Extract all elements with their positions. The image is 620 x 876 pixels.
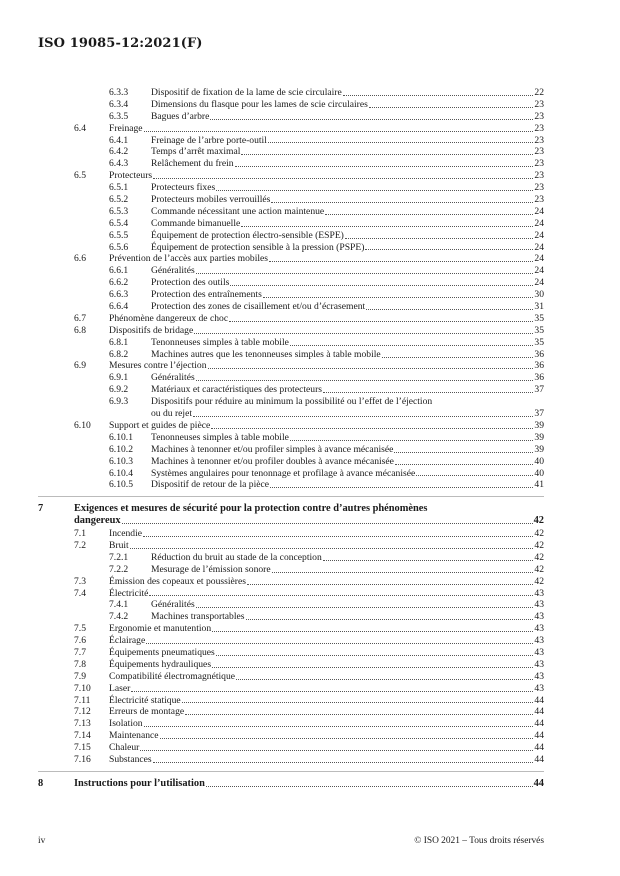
toc-entry-title: Généralités [151, 372, 195, 384]
toc-entry-number: 6.5 [74, 170, 86, 182]
toc-entry-number: 7.11 [74, 694, 91, 706]
toc-entry-title: Dispositif de retour de la pièce [151, 479, 270, 491]
toc-entry-number: 7.10 [74, 682, 91, 694]
toc-entry-number: 6.3.4 [109, 98, 129, 110]
toc-entry-page: 43 [534, 611, 544, 623]
dot-leader [193, 415, 533, 417]
toc-entry-page: 44 [534, 694, 544, 706]
toc-entry[interactable] [0, 123, 620, 135]
toc-entry-title: Isolation [109, 718, 143, 730]
toc-entry-page: 43 [534, 623, 544, 635]
toc-entry-number: 6.8.2 [109, 348, 129, 360]
toc-entry-title: Machines à tenonner et/ou profiler doubles à avance mécanisée [151, 455, 394, 467]
toc-entry-title: Équipement de protection électro-sensible (ESPE) [151, 229, 344, 241]
document-header-id: ISO 19085-12:2021(F) [38, 36, 203, 51]
dot-leader [272, 571, 534, 573]
toc-entry-number: 7.2.1 [109, 551, 129, 563]
toc-entry-title: Protection des outils [151, 277, 230, 289]
dot-leader [263, 296, 534, 298]
dot-leader [270, 486, 533, 488]
toc-entry-number: 6.10.1 [109, 431, 133, 443]
toc-entry-number: 6.5.5 [109, 229, 129, 241]
toc-entry-title: Freinage de l’arbre porte-outil [151, 134, 267, 146]
toc-entry-number: 7.7 [74, 646, 86, 658]
toc-entry[interactable] [0, 253, 620, 265]
toc-entry-title: Mesurage de l’émission sonore [151, 563, 271, 575]
toc-entry-number: 6.5.1 [109, 182, 129, 194]
dot-leader [196, 272, 534, 274]
toc-entry-title: Équipement de protection sensible à la pression (PSPE) [151, 241, 365, 253]
toc-entry-title: Erreurs de montage [109, 706, 185, 718]
dot-leader [366, 308, 533, 310]
toc-entry-number: 6.5.4 [109, 217, 129, 229]
dot-leader [130, 547, 534, 549]
dot-leader [235, 165, 534, 167]
toc-entry[interactable] [0, 564, 620, 576]
toc-entry-number: 7.6 [74, 635, 86, 647]
dot-leader [323, 391, 533, 393]
toc-entry-page: 42 [534, 551, 544, 563]
toc-entry[interactable] [0, 135, 620, 147]
dot-leader [323, 559, 534, 561]
toc-entry-page: 24 [534, 241, 544, 253]
dot-leader [131, 690, 533, 692]
dot-leader [144, 725, 534, 727]
toc-entry[interactable] [0, 384, 620, 396]
toc-entry[interactable] [0, 158, 620, 170]
toc-entry-page: 44 [533, 777, 544, 789]
toc-entry-page: 23 [534, 170, 544, 182]
toc-entry-page: 42 [534, 563, 544, 575]
dot-leader [268, 141, 534, 143]
toc-entry[interactable] [0, 325, 620, 337]
toc-entry[interactable] [0, 265, 620, 277]
dot-leader [241, 225, 533, 227]
toc-entry-title: Prévention de l’accès aux parties mobiles [109, 253, 269, 265]
toc-entry-number: 6.7 [74, 312, 86, 324]
toc-entry-number: 6.6.3 [109, 289, 129, 301]
toc-entry-number: 7.1 [74, 528, 86, 540]
toc-entry[interactable] [0, 432, 620, 444]
toc-entry-title: Temps d’arrêt maximal [151, 146, 241, 158]
toc-entry-number: 7 [38, 503, 44, 515]
page-number: iv [38, 836, 46, 846]
dot-leader [365, 248, 533, 250]
toc-entry[interactable] [0, 111, 620, 123]
toc-entry-title: Dispositifs pour réduire au minimum la possibilité ou l’effet de l’éjection [151, 396, 433, 408]
toc-entry[interactable] [0, 313, 620, 325]
toc-entry-number: 6.4 [74, 122, 86, 134]
toc-entry[interactable] [0, 730, 620, 742]
toc-entry-number: 6.6 [74, 253, 86, 265]
toc-entry-number: 6.5.3 [109, 205, 129, 217]
dot-leader [208, 367, 534, 369]
dot-leader [369, 106, 534, 108]
dot-leader [343, 94, 534, 96]
toc-entry-page: 39 [534, 443, 544, 455]
toc-entry-number: 6.8 [74, 324, 86, 336]
toc-entry-continuation[interactable] [0, 515, 620, 527]
dot-leader [206, 785, 533, 787]
toc-entry-continuation[interactable] [0, 408, 620, 420]
copyright-notice: © ISO 2021 – Tous droits réservés [414, 836, 544, 846]
dot-leader [140, 749, 533, 751]
toc-entry-number: 6.10.3 [109, 455, 133, 467]
toc-entry[interactable] [0, 194, 620, 206]
toc-entry-title: Commande bimanuelle [151, 217, 241, 229]
toc-entry[interactable] [0, 588, 620, 600]
toc-entry-title: Protecteurs [109, 170, 153, 182]
toc-entry-number: 7.14 [74, 730, 91, 742]
toc-entry-number: 7.4.2 [109, 611, 129, 623]
toc-entry-page: 23 [534, 146, 544, 158]
table-of-contents [0, 87, 620, 790]
toc-entry-number: 6.8.1 [109, 336, 129, 348]
toc-entry-title: Éclairage [109, 635, 146, 647]
dot-leader [160, 737, 534, 739]
toc-entry-page: 31 [534, 301, 544, 313]
toc-entry-title: Électricité statique [109, 694, 181, 706]
dot-leader [212, 666, 533, 668]
dot-leader [216, 654, 534, 656]
toc-entry-page: 43 [534, 670, 544, 682]
toc-entry[interactable] [0, 206, 620, 218]
toc-entry[interactable] [0, 468, 620, 480]
toc-entry-number: 8 [38, 777, 44, 789]
toc-entry-page: 30 [534, 289, 544, 301]
toc-entry[interactable] [0, 754, 620, 766]
toc-entry-number: 7.15 [74, 742, 91, 754]
toc-entry-title: Chaleur [109, 742, 140, 754]
toc-entry-page: 39 [534, 419, 544, 431]
toc-entry-page: 43 [534, 682, 544, 694]
dot-leader [211, 427, 533, 429]
toc-entry-page: 23 [534, 122, 544, 134]
toc-entry-page: 37 [534, 408, 544, 420]
toc-entry-number: 7.12 [74, 706, 91, 718]
toc-entry-title: Généralités [151, 265, 195, 277]
dot-leader [212, 630, 533, 632]
toc-entry-title-cont: dangereux [74, 515, 121, 527]
toc-entry-page: 36 [534, 372, 544, 384]
toc-entry-title: Phénomène dangereux de choc [109, 312, 229, 324]
toc-entry-title: Instructions pour l’utilisation [74, 777, 205, 789]
toc-entry-page: 23 [534, 194, 544, 206]
dot-leader [416, 474, 533, 476]
toc-entry-page: 43 [534, 599, 544, 611]
dot-leader [325, 213, 533, 215]
dot-leader [271, 201, 533, 203]
toc-entry-number: 7.9 [74, 670, 86, 682]
toc-entry[interactable] [0, 349, 620, 361]
toc-entry-title: Compatibilité électromagnétique [109, 670, 236, 682]
toc-entry[interactable] [0, 718, 620, 730]
toc-entry-page: 24 [534, 277, 544, 289]
dot-leader [382, 356, 534, 358]
toc-entry-title: Incendie [109, 528, 143, 540]
toc-entry-title: Électricité [109, 587, 149, 599]
toc-entry[interactable] [0, 479, 620, 491]
toc-entry-page: 40 [534, 455, 544, 467]
toc-entry[interactable] [0, 683, 620, 695]
toc-entry-page: 42 [533, 515, 544, 527]
toc-entry-page: 35 [534, 324, 544, 336]
toc-entry[interactable] [0, 170, 620, 182]
toc-entry-title: Freinage [109, 122, 143, 134]
toc-entry-title: Protection des zones de cisaillement et/ou d’écrasement [151, 301, 366, 313]
toc-entry-title: Support et guides de pièce [109, 419, 211, 431]
toc-entry-title: Tenonneuses simples à table mobile [151, 431, 289, 443]
toc-entry[interactable] [0, 576, 620, 588]
toc-entry-page: 42 [534, 575, 544, 587]
toc-entry[interactable] [0, 372, 620, 384]
toc-entry-number: 7.13 [74, 718, 91, 730]
toc-entry-title: Dimensions du flasque pour les lames de scie circulaires [151, 98, 368, 110]
toc-entry-title: Maintenance [109, 730, 159, 742]
toc-entry[interactable] [0, 396, 620, 408]
toc-entry-page: 44 [534, 706, 544, 718]
dot-leader [247, 583, 533, 585]
toc-entry-page: 35 [534, 336, 544, 348]
toc-entry-title: Commande nécessitant une action maintenue [151, 205, 325, 217]
dot-leader [210, 118, 533, 120]
toc-entry-title: Substances [109, 753, 152, 765]
toc-entry-title: Protecteurs mobiles verrouillés [151, 194, 271, 206]
toc-entry-title-cont: ou du rejet [151, 408, 193, 420]
dot-leader [194, 332, 533, 334]
toc-entry-title: Réduction du bruit au stade de la conception [151, 551, 322, 563]
toc-entry[interactable] [0, 659, 620, 671]
toc-entry[interactable] [0, 552, 620, 564]
toc-entry-page: 39 [534, 431, 544, 443]
toc-entry[interactable] [0, 706, 620, 718]
dot-leader [236, 678, 533, 680]
toc-entry-number: 6.5.2 [109, 194, 129, 206]
toc-entry-title: Relâchement du frein [151, 158, 234, 170]
toc-entry-title: Équipements hydrauliques [109, 658, 212, 670]
toc-entry[interactable] [0, 277, 620, 289]
toc-entry-number: 6.3.3 [109, 87, 129, 98]
toc-entry-title: Dispositifs de bridage [109, 324, 194, 336]
toc-entry[interactable] [0, 182, 620, 194]
toc-entry-number: 6.6.4 [109, 301, 129, 313]
toc-entry[interactable] [0, 360, 620, 372]
toc-entry-page: 43 [534, 635, 544, 647]
dot-leader [216, 189, 533, 191]
dot-leader [122, 522, 533, 524]
toc-entry-page: 22 [534, 87, 544, 98]
dot-leader [149, 594, 533, 596]
toc-entry-title: Systèmes angulaires pour tenonnage et profilage à avance mécanisée [151, 467, 416, 479]
toc-entry-title: Émission des copeaux et poussières [109, 575, 246, 587]
dot-leader [182, 701, 534, 703]
toc-entry-page: 43 [534, 587, 544, 599]
toc-entry[interactable] [0, 242, 620, 254]
toc-entry-page: 44 [534, 753, 544, 765]
toc-entry-page: 36 [534, 360, 544, 372]
dot-leader [196, 379, 534, 381]
toc-entry-title: Dispositif de fixation de la lame de scie circulaire [151, 87, 342, 98]
toc-entry-page: 43 [534, 646, 544, 658]
toc-entry-number: 7.16 [74, 753, 91, 765]
dot-leader [229, 320, 533, 322]
toc-entry-page: 24 [534, 217, 544, 229]
dot-leader [146, 642, 533, 644]
toc-entry-page: 35 [534, 312, 544, 324]
toc-entry[interactable] [0, 301, 620, 313]
dot-leader [395, 463, 533, 465]
toc-entry-page: 36 [534, 348, 544, 360]
toc-entry-title: Généralités [151, 599, 195, 611]
dot-leader [241, 153, 533, 155]
toc-entry-title: Ergonomie et manutention [109, 623, 212, 635]
toc-entry-title: Tenonneuses simples à table mobile [151, 336, 289, 348]
toc-entry-page: 43 [534, 658, 544, 670]
toc-entry-page: 40 [534, 467, 544, 479]
dot-leader [246, 618, 534, 620]
dot-leader [230, 284, 533, 286]
toc-entry-page: 23 [534, 98, 544, 110]
toc-entry-number: 7.8 [74, 658, 86, 670]
toc-entry-number: 6.10.4 [109, 467, 133, 479]
toc-entry-page: 23 [534, 158, 544, 170]
toc-entry-number: 6.9.3 [109, 396, 129, 408]
toc-entry-title: Protection des entraînements [151, 289, 262, 301]
toc-entry[interactable] [0, 444, 620, 456]
toc-entry-number: 7.4 [74, 587, 86, 599]
dot-leader [153, 177, 533, 179]
toc-entry[interactable] [0, 778, 620, 790]
toc-entry-page: 44 [534, 718, 544, 730]
toc-entry-title: Matériaux et caractéristiques des protecteurs [151, 384, 323, 396]
toc-entry-page: 24 [534, 205, 544, 217]
toc-entry[interactable] [0, 599, 620, 611]
toc-entry[interactable] [0, 671, 620, 683]
toc-entry-number: 6.6.1 [109, 265, 129, 277]
toc-entry[interactable] [0, 146, 620, 158]
toc-entry-number: 6.4.3 [109, 158, 129, 170]
toc-entry-page: 24 [534, 229, 544, 241]
toc-entry[interactable] [0, 218, 620, 230]
toc-entry-number: 6.10.2 [109, 443, 133, 455]
toc-entry-number: 6.4.2 [109, 146, 129, 158]
toc-entry[interactable] [0, 647, 620, 659]
toc-entry[interactable] [0, 420, 620, 432]
toc-entry-number: 7.2.2 [109, 563, 129, 575]
toc-entry-number: 6.3.5 [109, 110, 129, 122]
toc-entry-title: Laser [109, 682, 131, 694]
toc-entry-title: Bruit [109, 539, 129, 551]
dot-leader [290, 344, 534, 346]
toc-entry[interactable] [0, 623, 620, 635]
toc-entry-number: 7.4.1 [109, 599, 129, 611]
dot-leader [196, 606, 534, 608]
toc-entry-title: Bagues d’arbre [151, 110, 210, 122]
toc-entry-page: 42 [534, 528, 544, 540]
toc-entry[interactable] [0, 695, 620, 707]
toc-entry-page: 42 [534, 539, 544, 551]
toc-entry-number: 6.9.1 [109, 372, 129, 384]
toc-entry-number: 6.6.2 [109, 277, 129, 289]
toc-entry-page: 37 [534, 384, 544, 396]
dot-leader [153, 761, 534, 763]
toc-entry-page: 24 [534, 253, 544, 265]
toc-entry[interactable] [0, 540, 620, 552]
dot-leader [394, 451, 533, 453]
toc-entry-number: 6.4.1 [109, 134, 129, 146]
toc-entry-page: 23 [534, 134, 544, 146]
toc-entry-page: 44 [534, 730, 544, 742]
toc-entry-title: Équipements pneumatiques [109, 646, 215, 658]
toc-entry[interactable] [0, 611, 620, 623]
toc-entry-number: 7.2 [74, 539, 86, 551]
toc-entry-number: 6.10 [74, 419, 91, 431]
toc-entry-page: 23 [534, 110, 544, 122]
toc-entry-page: 23 [534, 182, 544, 194]
toc-entry[interactable] [0, 456, 620, 468]
dot-leader [185, 713, 533, 715]
toc-entry-number: 6.9 [74, 360, 86, 372]
toc-entry-page: 41 [534, 479, 544, 491]
toc-entry-number: 6.10.5 [109, 479, 133, 491]
toc-entry-title: Mesures contre l’éjection [109, 360, 207, 372]
toc-entry[interactable] [0, 337, 620, 349]
toc-entry-number: 7.3 [74, 575, 86, 587]
toc-entry[interactable] [0, 635, 620, 647]
dot-leader [345, 237, 534, 239]
toc-entry-number: 6.5.6 [109, 241, 129, 253]
toc-entry[interactable] [0, 742, 620, 754]
dot-leader [143, 535, 533, 537]
toc-entry[interactable] [0, 503, 620, 515]
toc-entry-page: 24 [534, 265, 544, 277]
dot-leader [269, 260, 533, 262]
dot-leader [144, 130, 534, 132]
toc-entry-title: Machines transportables [151, 611, 245, 623]
toc-entry[interactable] [0, 528, 620, 540]
dot-leader [290, 439, 534, 441]
toc-entry-title: Machines autres que les tenonneuses simples à table mobile [151, 348, 381, 360]
toc-entry-number: 7.5 [74, 623, 86, 635]
toc-entry[interactable] [0, 87, 620, 99]
toc-entry-page: 44 [534, 742, 544, 754]
toc-entry-number: 6.9.2 [109, 384, 129, 396]
toc-entry-title: Exigences et mesures de sécurité pour la protection contre d’autres phénomènes [74, 503, 428, 515]
toc-entry-title: Machines à tenonner et/ou profiler simples à avance mécanisée [151, 443, 394, 455]
toc-entry[interactable] [0, 99, 620, 111]
toc-entry-title: Protecteurs fixes [151, 182, 216, 194]
toc-entry[interactable] [0, 230, 620, 242]
toc-entry[interactable] [0, 289, 620, 301]
